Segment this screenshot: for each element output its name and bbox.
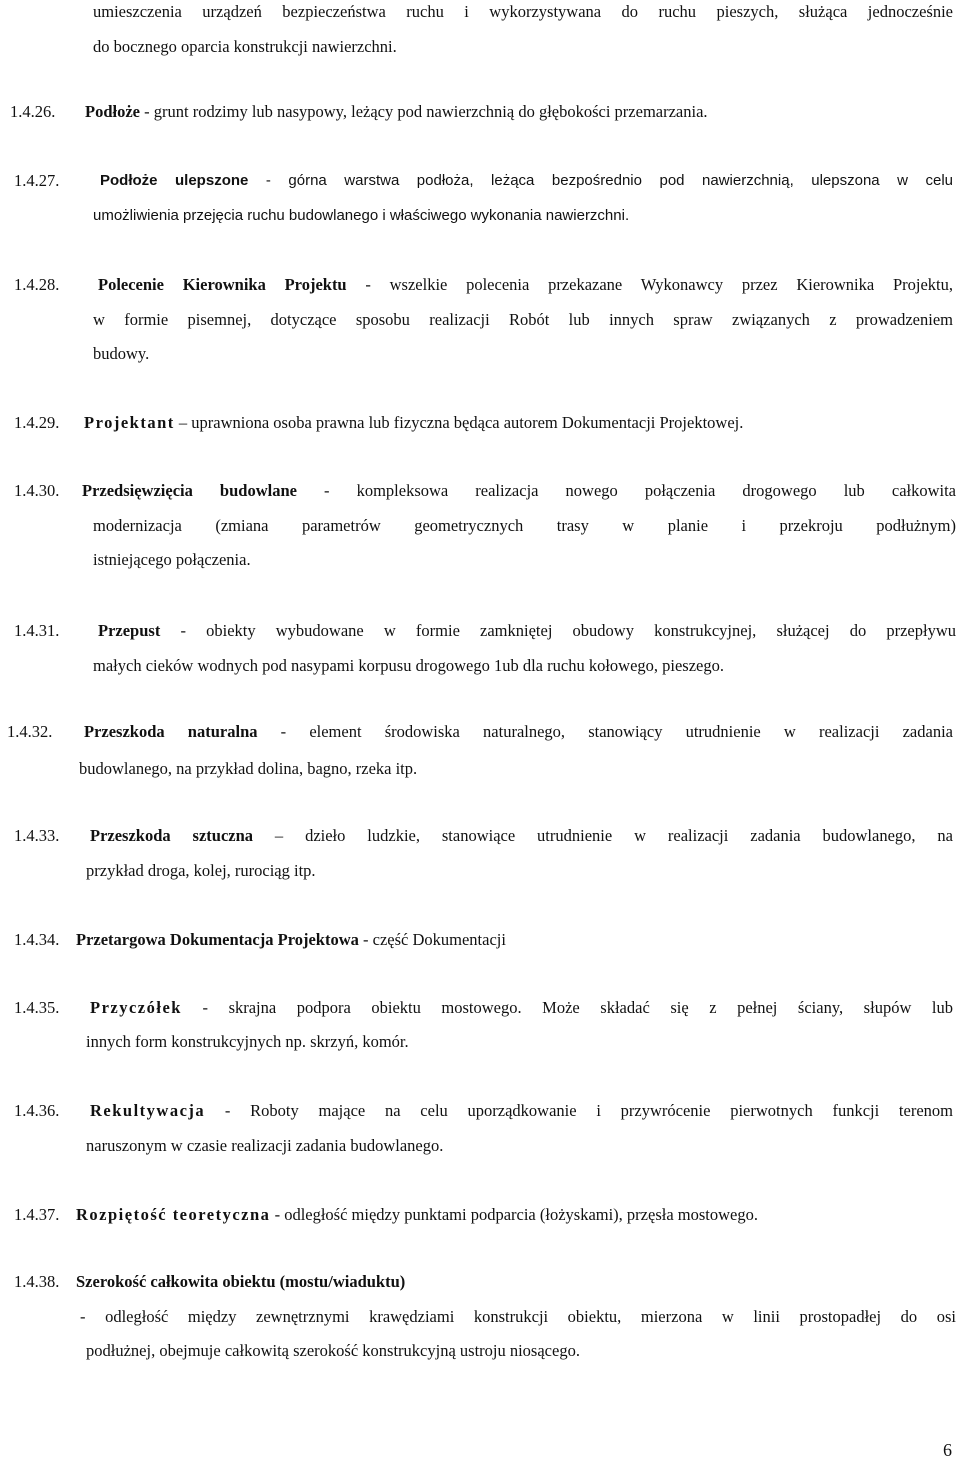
term: Przetargowa Dokumentacja Projektowa	[76, 930, 359, 949]
definition-entry: Polecenie Kierownika Projektu - wszelkie polecenia przekazane Wykonawcy przez Kierownika Projektu,	[98, 275, 954, 294]
definition-text: małych cieków wodnych pod nasypami korpusu drogowego 1ub dla ruchu kołowego, pieszego.	[93, 656, 724, 675]
definition-entry: Przeszkoda naturalna - element środowiska naturalnego, stanowiący utrudnienie w realizacji zadania	[84, 722, 953, 741]
term: Przyczółek	[90, 998, 182, 1017]
term: Projektant	[84, 413, 175, 432]
definition-text: modernizacja (zmiana parametrów geometrycznych trasy w planie i przekroju podłużnym)	[93, 516, 956, 535]
term: Podłoże ulepszone	[100, 172, 249, 189]
definition-text: górna warstwa podłoża, leżąca bezpośrednio pod nawierzchnią, ulepszona w celu	[288, 172, 954, 189]
definition-text: - odległość między zewnętrznymi krawędziami konstrukcji obiektu, mierzona w linii prostopadłej do osi	[80, 1307, 956, 1326]
definition-text: istniejącego połączenia.	[93, 550, 251, 569]
intro-line-1: umieszczenia urządzeń bezpieczeństwa ruchu i wykorzystywana do ruchu pieszych, służąca jednocześnie	[93, 2, 953, 21]
definition-text: Roboty mające na celu uporządkowanie i przywrócenie pierwotnych funkcji terenom	[250, 1101, 953, 1120]
intro-line-2: do bocznego oparcia konstrukcji nawierzchni.	[93, 37, 397, 56]
definition-text: podłużnej, obejmuje całkowitą szerokość konstrukcyjną ustroju niosącego.	[86, 1341, 580, 1360]
definition-text: umożliwienia przejęcia ruchu budowlanego i właściwego wykonania nawierzchni.	[93, 207, 630, 224]
definition-text: innych form konstrukcyjnych np. skrzyń, komór.	[86, 1032, 409, 1051]
term: Szerokość całkowita obiektu (mostu/wiaduktu)	[76, 1272, 406, 1291]
definition-text: część Dokumentacji	[372, 930, 506, 949]
definition-entry: Rekultywacja - Roboty mające na celu uporządkowanie i przywrócenie pierwotnych funkcji terenom	[90, 1101, 953, 1120]
definition-entry	[76, 1272, 405, 1292]
entry-number: 1.4.32.	[7, 722, 53, 741]
definition-text: dzieło ludzkie, stanowiące utrudnienie w realizacji zadania budowlanego, na	[305, 826, 954, 845]
definition-text: naruszonym w czasie realizacji zadania budowlanego.	[86, 1136, 444, 1155]
entry-number: 1.4.29.	[14, 413, 60, 432]
term: Przeszkoda naturalna	[84, 722, 258, 741]
definition-entry: Podłoże ulepszone - górna warstwa podłoża, leżąca bezpośrednio pod nawierzchnią, ulepszona w celu	[100, 172, 954, 189]
entry-number: 1.4.35.	[14, 998, 60, 1017]
page-number: 6	[943, 1440, 952, 1460]
definition-text: uprawniona osoba prawna lub fizyczna będąca autorem Dokumentacji Projektowej.	[191, 413, 744, 432]
term: Rekultywacja	[90, 1101, 206, 1120]
definition-entry: Projektant – uprawniona osoba prawna lub fizyczna będąca autorem Dokumentacji Projektowej.	[84, 413, 744, 432]
entry-number: 1.4.30.	[14, 481, 60, 500]
term: Przepust	[98, 621, 161, 640]
definition-text: budowlanego, na przykład dolina, bagno, rzeka itp.	[79, 759, 418, 778]
entry-number: 1.4.31.	[14, 621, 60, 640]
definition-text: skrajna podpora obiektu mostowego. Może składać się z pełnej ściany, słupów lub	[228, 998, 953, 1017]
definition-text: przykład droga, kolej, rurociąg itp.	[86, 861, 316, 880]
definition-entry: Podłoże - grunt rodzimy lub nasypowy, leżący pod nawierzchnią do głębokości przemarzania.	[85, 102, 708, 121]
definition-entry: Przepust - obiekty wybudowane w formie zamkniętej obudowy konstrukcyjnej, służącej do przepływu	[98, 621, 956, 640]
definition-entry: Przyczółek - skrajna podpora obiektu mostowego. Może składać się z pełnej ściany, słupów lub	[90, 998, 953, 1017]
definition-entry: Przedsięwzięcia budowlane - kompleksowa realizacja nowego połączenia drogowego lub całkowita	[82, 481, 957, 500]
term: Rozpiętość teoretyczna	[76, 1205, 271, 1224]
entry-number: 1.4.36.	[14, 1101, 60, 1120]
definition-text: obiekty wybudowane w formie zamkniętej obudowy konstrukcyjnej, służącej do przepływu	[206, 621, 956, 640]
definition-text: kompleksowa realizacja nowego połączenia drogowego lub całkowita	[356, 481, 957, 500]
definition-text: element środowiska naturalnego, stanowiący utrudnienie w realizacji zadania	[309, 722, 953, 741]
entry-number: 1.4.27.	[14, 171, 60, 190]
definition-text: odległość między punktami podparcia (łożyskami), przęsła mostowego.	[284, 1205, 758, 1224]
entry-number: 1.4.28.	[14, 275, 60, 294]
term: Przeszkoda sztuczna	[90, 826, 254, 845]
term: Podłoże	[85, 102, 140, 121]
entry-number: 1.4.37.	[14, 1205, 60, 1224]
definition-text: grunt rodzimy lub nasypowy, leżący pod nawierzchnią do głębokości przemarzania.	[153, 102, 708, 121]
entry-number: 1.4.38.	[14, 1272, 60, 1291]
entry-number: 1.4.33.	[14, 826, 60, 845]
definition-text: budowy.	[93, 344, 150, 363]
term: Polecenie Kierownika Projektu	[98, 275, 347, 294]
definition-text: w formie pisemnej, dotyczące sposobu realizacji Robót lub innych spraw związanych z prowadzeniem	[93, 310, 953, 329]
definition-entry: Przeszkoda sztuczna – dzieło ludzkie, stanowiące utrudnienie w realizacji zadania budowlanego, na	[90, 826, 954, 845]
definition-entry: Przetargowa Dokumentacja Projektowa - część Dokumentacji	[76, 930, 506, 949]
definition-entry: Rozpiętość teoretyczna - odległość między punktami podparcia (łożyskami), przęsła mostowego.	[76, 1205, 758, 1224]
entry-number: 1.4.26.	[10, 102, 56, 121]
entry-number: 1.4.34.	[14, 930, 60, 949]
term: Przedsięwzięcia budowlane	[82, 481, 297, 500]
definition-text: wszelkie polecenia przekazane Wykonawcy przez Kierownika Projektu,	[389, 275, 954, 294]
